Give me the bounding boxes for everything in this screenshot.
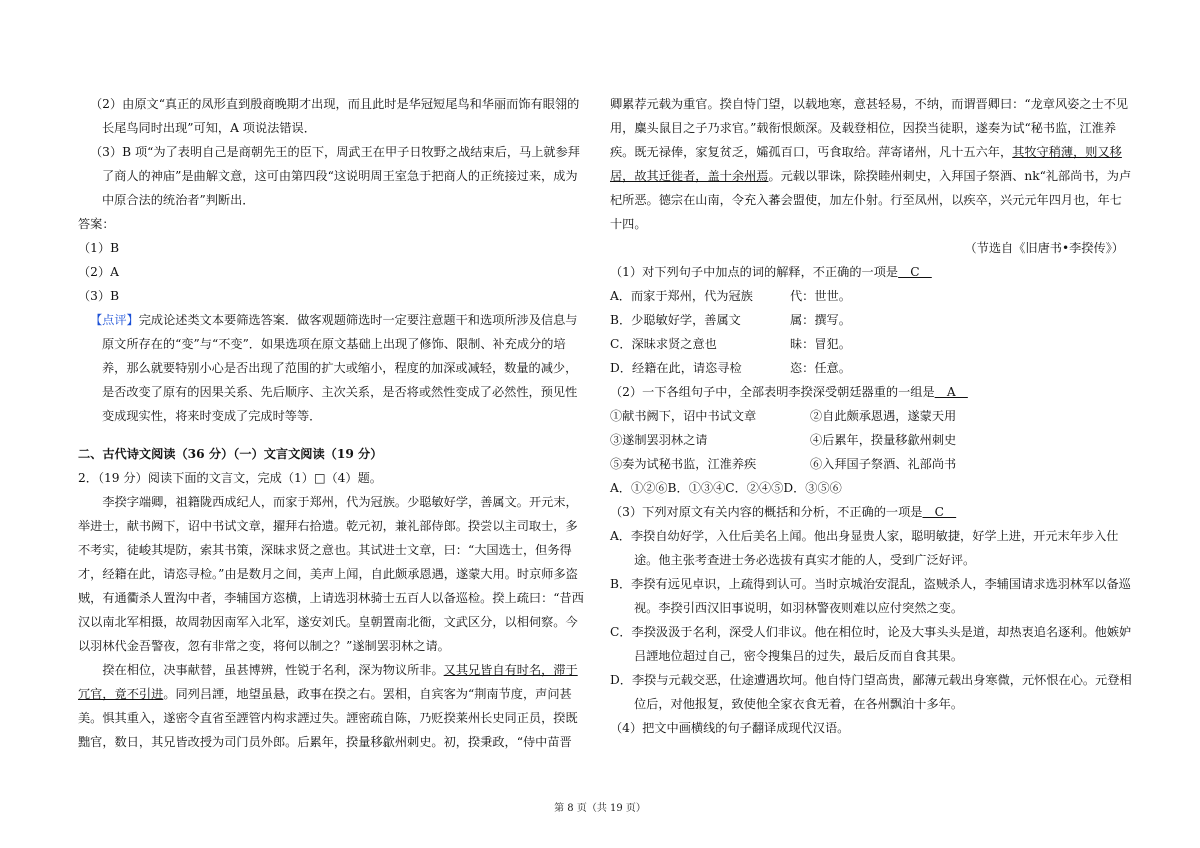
passage-text: 。同列吕諲，地望虽悬，政事在揆之右。罢相，自宾客为“荆南节度，声问甚美。惧其重入，遂密令直省至諲管内构求諲过失。諲密疏自陈，乃贬揆莱州长史同正员，揆既黜官，数日，其兄皆改授为司门员外郎。后累年，揆量移歙州刺史。初，揆秉政，“侍中苗晋 [78,687,578,749]
section-title: 二、古代诗文阅读（36 分）（一）文言文阅读（19 分） [78,447,383,461]
passage-continuation [610,92,1132,236]
item-row [610,404,1132,428]
option-b: B．李揆有远见卓识，上疏得到认可。当时京城治安混乱，盗贼杀人，李辅国请求选羽林军以备巡视。李揆引西汉旧事说明，如羽林警夜则难以应付突然之变。 [610,577,1131,615]
question-2 [610,380,1132,404]
underlined-sentence-1: 又其兄皆自有时名，滞于冗官，竟不引进 [78,663,578,701]
right-column [610,92,1132,740]
answer-1: （1）B [78,241,120,255]
answer-title: 答案： [78,217,115,231]
option-sentence: D．经籍在此，请恣寻检 [610,361,742,375]
option-d: D．李揆与元载交恶，仕途遭遇坎坷。他自恃门望高贵，鄙薄元载出身寒微，元怀恨在心。元登相位后，对他报复，致使他全家衣食无着，在各州飘泊十多年。 [610,673,1132,711]
left-column [78,92,586,754]
analysis-paragraph-2: （2）由原文“真正的凤形直到殷商晚期才出现，而且此时是华冠短尾鸟和华丽而饰有眼翎的长尾鸟同时出现”可知，A 项说法错误． [90,97,580,135]
underlined-sentence-2: 其牧守稍薄，则又移居，故其迁徙者，盖十余州焉 [610,145,1122,183]
passage-paragraph-2 [78,658,586,754]
option-row [610,284,1132,308]
option-gloss: 昧：冒犯。 [790,337,851,351]
option-c: C．李揆汲汲于名利，深受人们非议。他在相位时，论及大事头头是道，却热衷追名逐利。他嫉妒吕諲地位超过自己，密令搜集吕的过失，最后反而自食其果。 [610,625,1132,663]
question-2-intro: 2．（19 分）阅读下面的文言文，完成（1）□（4）题。 [78,471,382,485]
question-2-options: A．①②⑥B．①③④C．②④⑤D．③⑤⑥ [610,481,842,495]
option-gloss: 代：世世。 [790,289,851,303]
question-1 [610,260,1132,284]
analysis-paragraph-3: （3）B 项“为了表明自己是商朝先王的臣下，周武王在甲子日牧野之战结束后，马上就参拜了商人的神庙”是曲解文意，这可由第四段“这说明周王室急于把商人的正统接过来，成为中原合法的统治者”判断出． [90,145,580,207]
passage-text: 揆在相位，决事献替，虽甚博辨，性锐于名利，深为物议所非。 [102,663,444,677]
option-a: A．李揆自幼好学，入仕后美名上闻。他出身显贵人家，聪明敏捷，好学上进，开元末年步入仕途。他主张考查进士务必选拔有真实才能的人，受到广泛好评。 [610,529,1119,567]
item-right: ②自此颇承恩遇，遂蒙天用 [810,409,957,423]
option-gloss: 属：撰写。 [790,313,851,327]
passage-text: 。元载以罪诛，除揆睦州刺史，入拜国子祭酒、nk“礼部尚书，为卢杞所恶。德宗在山南，令充入蕃会盟使，加左仆射。行至凤州，以疾卒，兴元元年四月也，年七十四。 [610,169,1132,231]
source-citation: （节选自《旧唐书•李揆传》） [964,241,1124,255]
question-text: （1）对下列句子中加点的词的解释，不正确的一项是 [610,265,899,279]
spacer [78,428,586,442]
item-row [610,428,1132,452]
comment-paragraph [78,308,586,428]
option-row [610,332,1132,356]
question-text: （2）一下各组句子中，全部表明李揆深受朝廷器重的一组是 [610,385,935,399]
item-right: ⑥入拜国子祭酒、礼部尚书 [810,457,957,471]
answer-blank: C [898,265,932,279]
item-left: ①献书阙下，诏中书试文章 [610,409,757,423]
option-sentence: C．深昧求贤之意也 [610,337,717,351]
item-left: ③遂制罢羽林之请 [610,433,708,447]
passage-text: 卿累荐元载为重官。揆自恃门望，以载地寒，意甚轻易，不纳，而谓晋卿曰：“龙章风姿之士不见用，麋头鼠目之子乃求官。”载衔恨颇深。及载登相位，因揆当徒职，遂奏为试“秘书监，江淮养疾。既无禄俸，家复贫乏，孀孤百口，丐食取给。萍寄诸州，凡十五六年， [610,97,1129,159]
item-row [610,452,1132,476]
answer-blank: C [922,505,957,519]
option-row [610,356,1132,380]
answer-blank: A [934,385,968,399]
answer-3: （3）B [78,289,120,303]
question-4: （4）把文中画横线的句子翻译成现代汉语。 [610,721,850,735]
question-3 [610,500,1132,524]
comment-text: 完成论述类文本要筛选答案．做客观题筛选时一定要注意题干和选项所涉及信息与原文所存在的“变”与“不变”．如果选项在原文基础上出现了修饰、限制、补充成分的培养，那么就要特别小心是否出现了范围的扩大或缩小，程度的加深或减轻，数量的减少，是否改变了原有的因果关系、先后顺序、主次关系，是否将或然性变成了必然性，预见性变成现实性，将来时变成了完成时等等． [102,313,578,423]
answer-2: （2）A [78,265,119,279]
option-sentence: A．而家于郑州，代为冠族 [610,289,753,303]
passage-paragraph-1: 李揆字端卿，祖籍陇西成纪人，而家于郑州，代为冠族。少聪敏好学，善属文。开元末，举进士，献书阙下，诏中书试文章，擢拜右拾遗。乾元初，兼礼部侍郎。揆尝以主司取士，多不考实，徒峻其堤防，索其书策，深昧求贤之意也。其试进士文章，曰：“大国选士，但务得才，经籍在此，请恣寻检。”由是数月之间，美声上闻，自此颇承恩遇，遂蒙大用。时京师多盗贼，有通衢杀人置沟中者，李辅国方恣横，上请选羽林骑士五百人以备巡检。揆上疏曰：“昔西汉以南北军相摄，故周勃因南军入北军，遂安刘氏。皇朝置南北衙，文武区分，以相伺察。今以羽林代金吾警夜，忽有非常之变，将何以制之？”遂制罢羽林之请。 [78,495,584,653]
option-gloss: 恣：任意。 [790,361,851,375]
comment-label: 【点评】 [90,313,139,327]
item-right: ④后累年，揆量移歙州刺史 [810,433,957,447]
option-row [610,308,1132,332]
page-number-footer: 第 8 页（共 19 页） [554,803,646,814]
question-text: （3）下列对原文有关内容的概括和分析，不正确的一项是 [610,505,923,519]
item-left: ⑤奏为试秘书监，江淮养疾 [610,457,757,471]
option-sentence: B．少聪敏好学，善属文 [610,313,741,327]
